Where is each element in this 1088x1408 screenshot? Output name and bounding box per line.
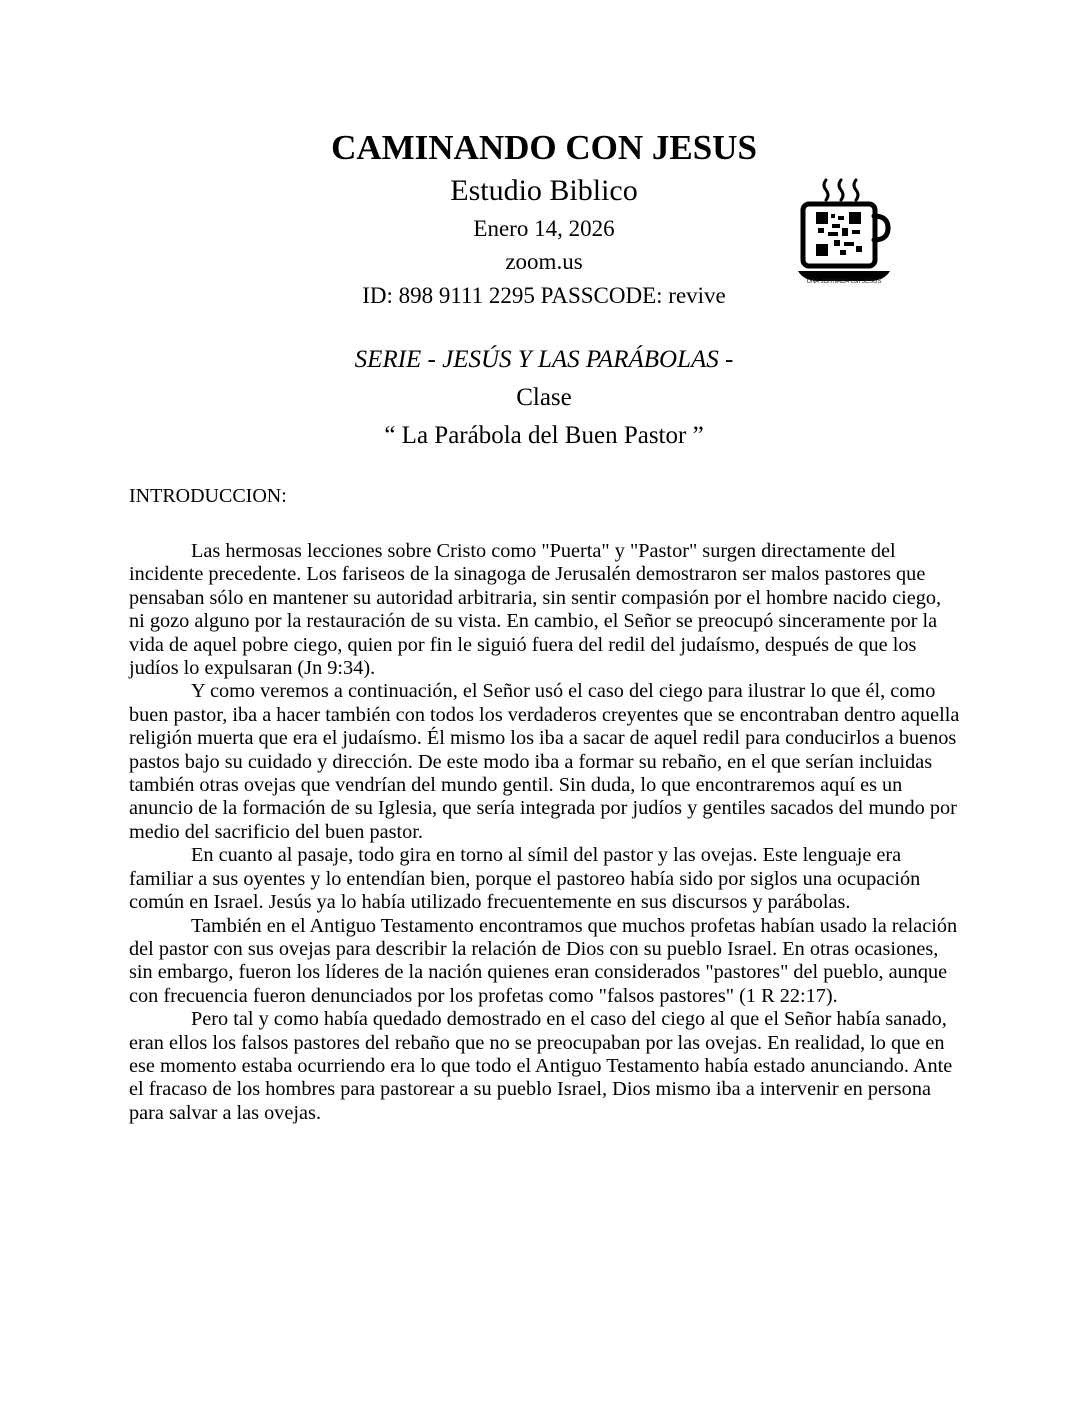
meeting-info: ID: 898 9111 2295 PASSCODE: revive (362, 283, 726, 308)
document-title: CAMINANDO CON JESUS (331, 128, 757, 167)
session-date: Enero 14, 2026 (473, 216, 615, 241)
coffee-cup-qr-icon (796, 176, 892, 288)
paragraph: Las hermosas lecciones sobre Cristo como "Puerta" y "Pastor" surgen directamente del incidente precedente. Los fariseos de la sinagoga de Jerusalén demostraron ser malos pastores que pensaban sólo en mantener su autoridad arbitraria, sin sentir compasión por el hombre nacido ciego, ni gozo alguno por la restauración de su vista. En cambio, el Señor se preocupó sinceramente por la vida de aquel pobre ciego, quien por fin le siguió fuera del redil del judaísmo, después de que los judíos lo expulsaran (Jn 9:34). (129, 540, 942, 680)
paragraph: En cuanto al pasaje, todo gira en torno al símil del pastor y las ovejas. Este lenguaje era familiar a sus oyentes y lo entendían bien, porque el pastoreo había sido por siglos una ocupación común en Israel. Jesús ya lo había utilizado frecuentemente en sus discursos y parábolas. (129, 844, 921, 914)
paragraph: Y como veremos a continuación, el Señor usó el caso del ciego para ilustrar lo que él, como buen pastor, iba a hacer también con todos los verdaderos creyentes que se encontraban dentro aquella religión muerta que era el judaísmo. Él mismo los iba a sacar de aquel redil para conducirlos a buenos pastos bajo su cuidado y dirección. De este modo iba a formar su rebaño, en el que serían incluidas también otras ovejas que vendrían del mundo gentil. Sin duda, lo que encontraremos aquí es un anuncio de la formación de su Iglesia, que sería integrada por judíos y gentiles sacados del mundo por medio del sacrificio del buen pastor. (129, 680, 960, 843)
logo-caption: UNA JORNADA con JESUS (806, 279, 882, 285)
class-label: Clase (516, 384, 572, 411)
body-text (129, 540, 961, 1125)
platform-name: zoom.us (505, 249, 583, 274)
class-title: “ La Parábola del Buen Pastor ” (384, 422, 704, 449)
paragraph: Pero tal y como había quedado demostrado en el caso del ciego al que el Señor había sanado, eran ellos los falsos pastores del rebaño que no se preocupaban por las ovejas. En realidad, lo que en ese momento estaba ocurriendo era lo que todo el Antiguo Testamento había estado anunciando. Ante el fracaso de los hombres para pastorear a su pueblo Israel, Dios mismo iba a intervenir en persona para salvar a las ovejas. (129, 1008, 953, 1124)
series-title: SERIE - JESÚS Y LAS PARÁBOLAS - (354, 346, 734, 373)
document-subtitle: Estudio Biblico (450, 174, 638, 207)
section-heading: INTRODUCCION: (129, 485, 287, 507)
paragraph: También en el Antiguo Testamento encontramos que muchos profetas habían usado la relación del pastor con sus ovejas para describir la relación de Dios con su pueblo Israel. En otras ocasiones, sin embargo, fueron los líderes de la nación quienes eran considerados "pastores" del pueblo, aunque con frecuencia fueron denunciados por los profetas como "falsos pastores" (1 R 22:17). (129, 914, 958, 1007)
